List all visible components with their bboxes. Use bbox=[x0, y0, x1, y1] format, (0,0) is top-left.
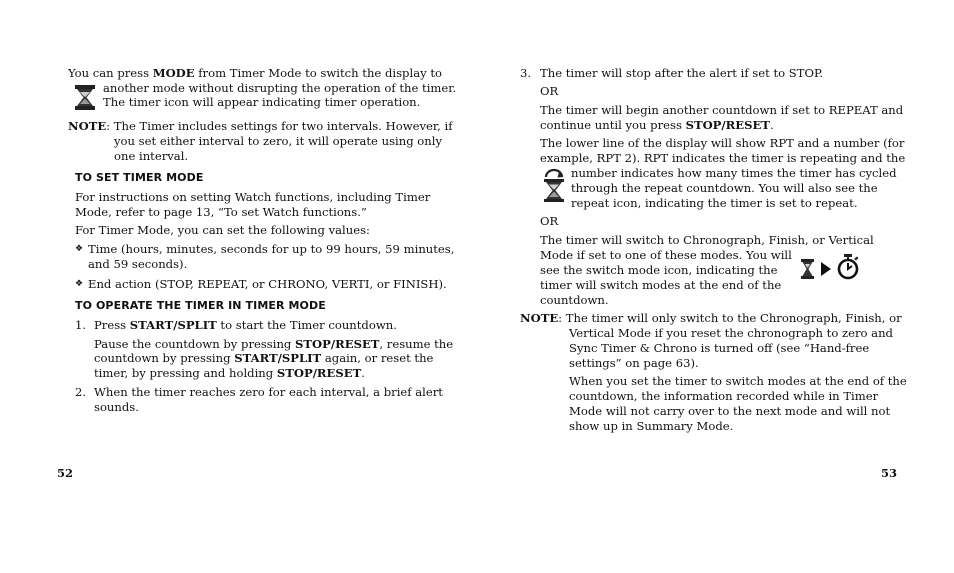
set-timer-para-2: For Timer Mode, you can set the following values: bbox=[75, 223, 370, 237]
bullet-1-line-1: Time (hours, minutes, seconds for up to 99 hours, 59 minutes, bbox=[88, 242, 455, 256]
note-right-line-1: NOTE: The timer will only switch to the Chronograph, Finish, or bbox=[520, 311, 902, 325]
step-3-number: 3. bbox=[520, 66, 532, 80]
step-2-number: 2. bbox=[75, 385, 87, 399]
bullet-2: End action (STOP, REPEAT, or CHRONO, VERTI, or FINISH). bbox=[88, 277, 447, 291]
pause-line-2: countdown by pressing START/SPLIT again, or reset the bbox=[94, 351, 434, 365]
intro-line-1: You can press MODE from Timer Mode to switch the display to bbox=[68, 66, 442, 80]
pause-line-3: timer, by pressing and holding STOP/RESET. bbox=[94, 366, 365, 380]
set-timer-para-1b: Mode, refer to page 13, “To set Watch functions.” bbox=[75, 205, 367, 219]
switch-line-4: timer will switch modes at the end of the bbox=[540, 278, 782, 292]
set-timer-para-1a: For instructions on setting Watch functions, including Timer bbox=[75, 190, 431, 204]
step-1-text: Press START/SPLIT to start the Timer countdown. bbox=[94, 318, 397, 332]
rpt-line-1: The lower line of the display will show RPT and a number (for bbox=[540, 136, 905, 150]
bullet-1-line-2: and 59 seconds). bbox=[88, 257, 188, 271]
note-right-line-2: Vertical Mode if you reset the chronograph to zero and bbox=[569, 326, 893, 340]
note-line-3: one interval. bbox=[114, 149, 189, 163]
hourglass-icon bbox=[74, 84, 96, 111]
step-1-number: 1. bbox=[75, 318, 87, 332]
note-right-p2-line-1: When you set the timer to switch modes at the end of the bbox=[569, 374, 907, 388]
repeat-line-2: continue until you press STOP/RESET. bbox=[540, 118, 774, 132]
note-right-p2-line-3: Mode will not carry over to the next mode and will not bbox=[569, 404, 891, 418]
note-right-line-3: Sync Timer & Chrono is turned off (see “Hand-free bbox=[569, 341, 870, 355]
switch-line-3: see the switch mode icon, indicating the bbox=[540, 263, 778, 277]
repeat-line-1: The timer will begin another countdown if set to REPEAT and bbox=[540, 103, 904, 117]
note-line-1: NOTE: The Timer includes settings for two intervals. However, if bbox=[68, 119, 453, 133]
or-label-2: OR bbox=[540, 214, 559, 228]
hourglass-repeat-icon bbox=[542, 168, 566, 204]
rpt-line-5: repeat icon, indicating the timer is set to repeat. bbox=[571, 196, 858, 210]
step-2-line-2: sounds. bbox=[94, 400, 139, 414]
rpt-line-2: example, RPT 2). RPT indicates the timer is repeating and the bbox=[540, 151, 906, 165]
bullet-diamond-icon: ❖ bbox=[75, 244, 84, 254]
page-number-right: 53 bbox=[881, 466, 898, 480]
step-2-line-1: When the timer reaches zero for each interval, a brief alert bbox=[94, 385, 443, 399]
switch-line-2: Mode if set to one of these modes. You will bbox=[540, 248, 792, 262]
note-right-p2-line-4: show up in Summary Mode. bbox=[569, 419, 734, 433]
rpt-line-4: through the repeat countdown. You will also see the bbox=[571, 181, 878, 195]
note-right-line-4: settings” on page 63). bbox=[569, 356, 699, 370]
hourglass-to-stopwatch-icon bbox=[800, 253, 862, 281]
pause-line-1: Pause the countdown by pressing STOP/RESET, resume the bbox=[94, 337, 454, 351]
or-label-1: OR bbox=[540, 84, 559, 98]
intro-line-3: The timer icon will appear indicating timer operation. bbox=[103, 95, 421, 109]
intro-line-2: another mode without disrupting the operation of the timer. bbox=[103, 81, 457, 95]
step-3-text: The timer will stop after the alert if set to STOP. bbox=[540, 66, 824, 80]
switch-line-1: The timer will switch to Chronograph, Finish, or Vertical bbox=[540, 233, 874, 247]
bullet-diamond-icon: ❖ bbox=[75, 279, 84, 289]
note-line-2: you set either interval to zero, it will operate using only bbox=[114, 134, 443, 148]
note-right-p2-line-2: countdown, the information recorded while in Timer bbox=[569, 389, 879, 403]
section-heading-set-timer: TO SET TIMER MODE bbox=[75, 171, 204, 184]
page-number-left: 52 bbox=[57, 466, 74, 480]
rpt-line-3: number indicates how many times the timer has cycled bbox=[571, 166, 897, 180]
switch-line-5: countdown. bbox=[540, 293, 609, 307]
section-heading-operate-timer: TO OPERATE THE TIMER IN TIMER MODE bbox=[75, 299, 326, 312]
